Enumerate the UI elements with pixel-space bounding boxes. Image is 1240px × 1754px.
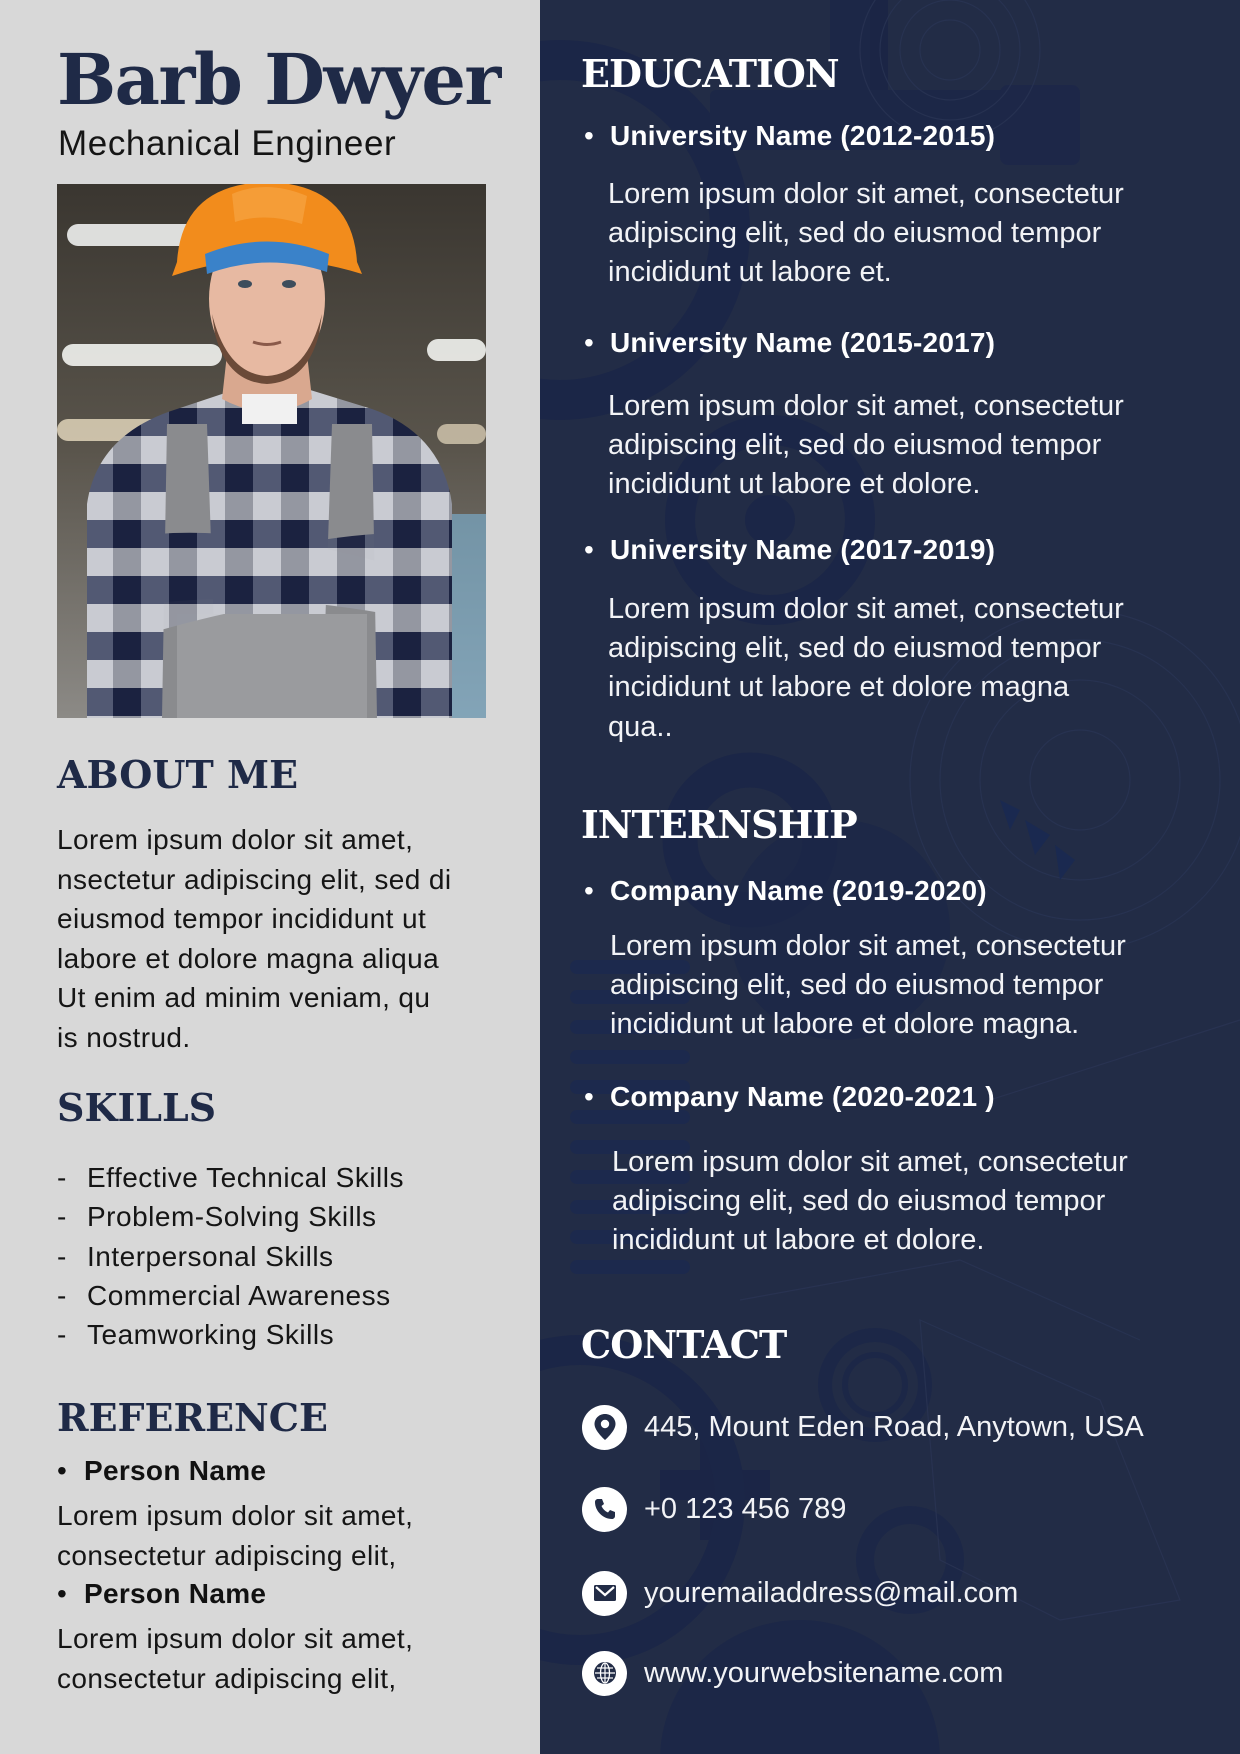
education-item-text <box>608 387 1124 505</box>
profile-photo <box>57 184 486 718</box>
email-icon <box>582 1571 627 1616</box>
phone-text: +0 123 456 789 <box>644 1492 847 1525</box>
dash-bullet: - <box>57 1319 67 1351</box>
education-line: Lorem ipsum dolor sit amet, consectetur <box>608 390 1124 422</box>
about-line: is nostrud. <box>57 1021 191 1053</box>
reference-line: Lorem ipsum dolor sit amet, <box>57 1623 414 1654</box>
education-item-title <box>584 120 995 152</box>
contact-address <box>582 1404 1144 1450</box>
location-pin-icon <box>582 1405 627 1450</box>
education-title-label: University Name (2015-2017) <box>610 327 996 358</box>
education-item-text <box>608 175 1124 293</box>
about-line: Lorem ipsum dolor sit amet, <box>57 824 414 855</box>
left-panel <box>0 0 540 1754</box>
candidate-name: Barb Dwyer <box>57 38 500 121</box>
reference-line: consectetur adipiscing elit, <box>57 1539 397 1571</box>
about-line: eiusmod tempor incididunt ut <box>57 903 427 934</box>
about-line: nsectetur adipiscing elit, sed di <box>57 863 452 895</box>
reference-text <box>57 1496 413 1575</box>
reference-line: consectetur adipiscing elit, <box>57 1662 397 1694</box>
bullet-dot: • <box>584 534 595 565</box>
reference-text <box>57 1619 413 1698</box>
internship-title-label: Company Name (2019-2020) <box>610 875 987 906</box>
skill-label: Interpersonal Skills <box>87 1240 334 1272</box>
right-panel <box>540 0 1240 1754</box>
skill-item <box>57 1276 404 1315</box>
skill-label: Teamworking Skills <box>87 1319 335 1351</box>
internship-item-title <box>584 875 987 907</box>
internship-line: incididunt ut labore et dolore. <box>612 1224 985 1257</box>
education-item-title <box>584 327 995 359</box>
profile-photo-illustration <box>57 184 486 718</box>
reference-name <box>57 1578 266 1610</box>
reference-name-label: Person Name <box>84 1578 267 1609</box>
internship-heading: INTERNSHIP <box>581 802 857 847</box>
bullet-dot: • <box>584 875 595 906</box>
about-text <box>57 820 452 1057</box>
about-line: labore et dolore magna aliqua <box>57 942 440 974</box>
education-line: adipiscing elit, sed do eiusmod tempor <box>608 217 1102 250</box>
about-line: Ut enim ad minim veniam, qu <box>57 982 431 1013</box>
dash-bullet: - <box>57 1162 67 1193</box>
skills-list <box>57 1158 404 1354</box>
education-line: incididunt ut labore et. <box>608 256 892 289</box>
skill-item <box>57 1315 404 1354</box>
reference-name-label: Person Name <box>84 1455 267 1486</box>
education-line: Lorem ipsum dolor sit amet, consectetur <box>608 178 1124 210</box>
education-heading: EDUCATION <box>581 51 839 96</box>
education-item-title <box>584 534 995 566</box>
skill-item <box>57 1158 404 1197</box>
bullet-dot: • <box>57 1455 68 1486</box>
skill-item <box>57 1237 404 1276</box>
education-title-label: University Name (2012-2015) <box>610 120 996 151</box>
internship-item-title <box>584 1081 995 1113</box>
dash-bullet: - <box>57 1279 67 1311</box>
dash-bullet: - <box>57 1240 67 1272</box>
contact-email <box>582 1570 1018 1616</box>
bullet-dot: • <box>584 120 595 151</box>
internship-line: Lorem ipsum dolor sit amet, consectetur <box>610 930 1126 962</box>
address-text: 445, Mount Eden Road, Anytown, USA <box>644 1410 1144 1443</box>
globe-icon <box>582 1651 627 1696</box>
internship-item-text <box>612 1143 1128 1261</box>
skills-heading: SKILLS <box>57 1085 217 1130</box>
bullet-dot: • <box>57 1578 68 1609</box>
internship-line: adipiscing elit, sed do eiusmod tempor <box>612 1185 1106 1218</box>
internship-line: incididunt ut labore et dolore magna. <box>610 1008 1080 1041</box>
education-item-text <box>608 590 1124 747</box>
contact-phone <box>582 1486 846 1532</box>
education-line: incididunt ut labore et dolore magna <box>608 671 1070 704</box>
education-line: adipiscing elit, sed do eiusmod tempor <box>608 632 1102 665</box>
website-text: www.yourwebsitename.com <box>644 1656 1004 1689</box>
education-line: adipiscing elit, sed do eiusmod tempor <box>608 429 1102 462</box>
skill-label: Problem-Solving Skills <box>87 1201 377 1233</box>
bullet-dot: • <box>584 327 595 358</box>
skill-item <box>57 1197 404 1236</box>
dash-bullet: - <box>57 1201 67 1233</box>
phone-icon <box>582 1487 627 1532</box>
internship-title-label: Company Name (2020-2021 ) <box>610 1081 995 1112</box>
education-line: qua.. <box>608 710 673 743</box>
contact-heading: CONTACT <box>581 1322 787 1367</box>
email-text: youremailaddress@mail.com <box>644 1576 1019 1609</box>
reference-line: Lorem ipsum dolor sit amet, <box>57 1500 414 1531</box>
skill-label: Commercial Awareness <box>87 1279 391 1311</box>
education-title-label: University Name (2017-2019) <box>610 534 996 565</box>
bullet-dot: • <box>584 1081 595 1112</box>
reference-name <box>57 1455 266 1487</box>
internship-line: Lorem ipsum dolor sit amet, consectetur <box>612 1146 1128 1178</box>
education-line: incididunt ut labore et dolore. <box>608 468 981 501</box>
education-line: Lorem ipsum dolor sit amet, consectetur <box>608 593 1124 625</box>
skill-label: Effective Technical Skills <box>87 1162 404 1193</box>
job-title: Mechanical Engineer <box>58 124 397 163</box>
about-heading: ABOUT ME <box>57 752 299 797</box>
internship-item-text <box>610 927 1126 1045</box>
reference-heading: REFERENCE <box>57 1395 328 1440</box>
internship-line: adipiscing elit, sed do eiusmod tempor <box>610 969 1104 1002</box>
contact-website <box>582 1650 1003 1696</box>
